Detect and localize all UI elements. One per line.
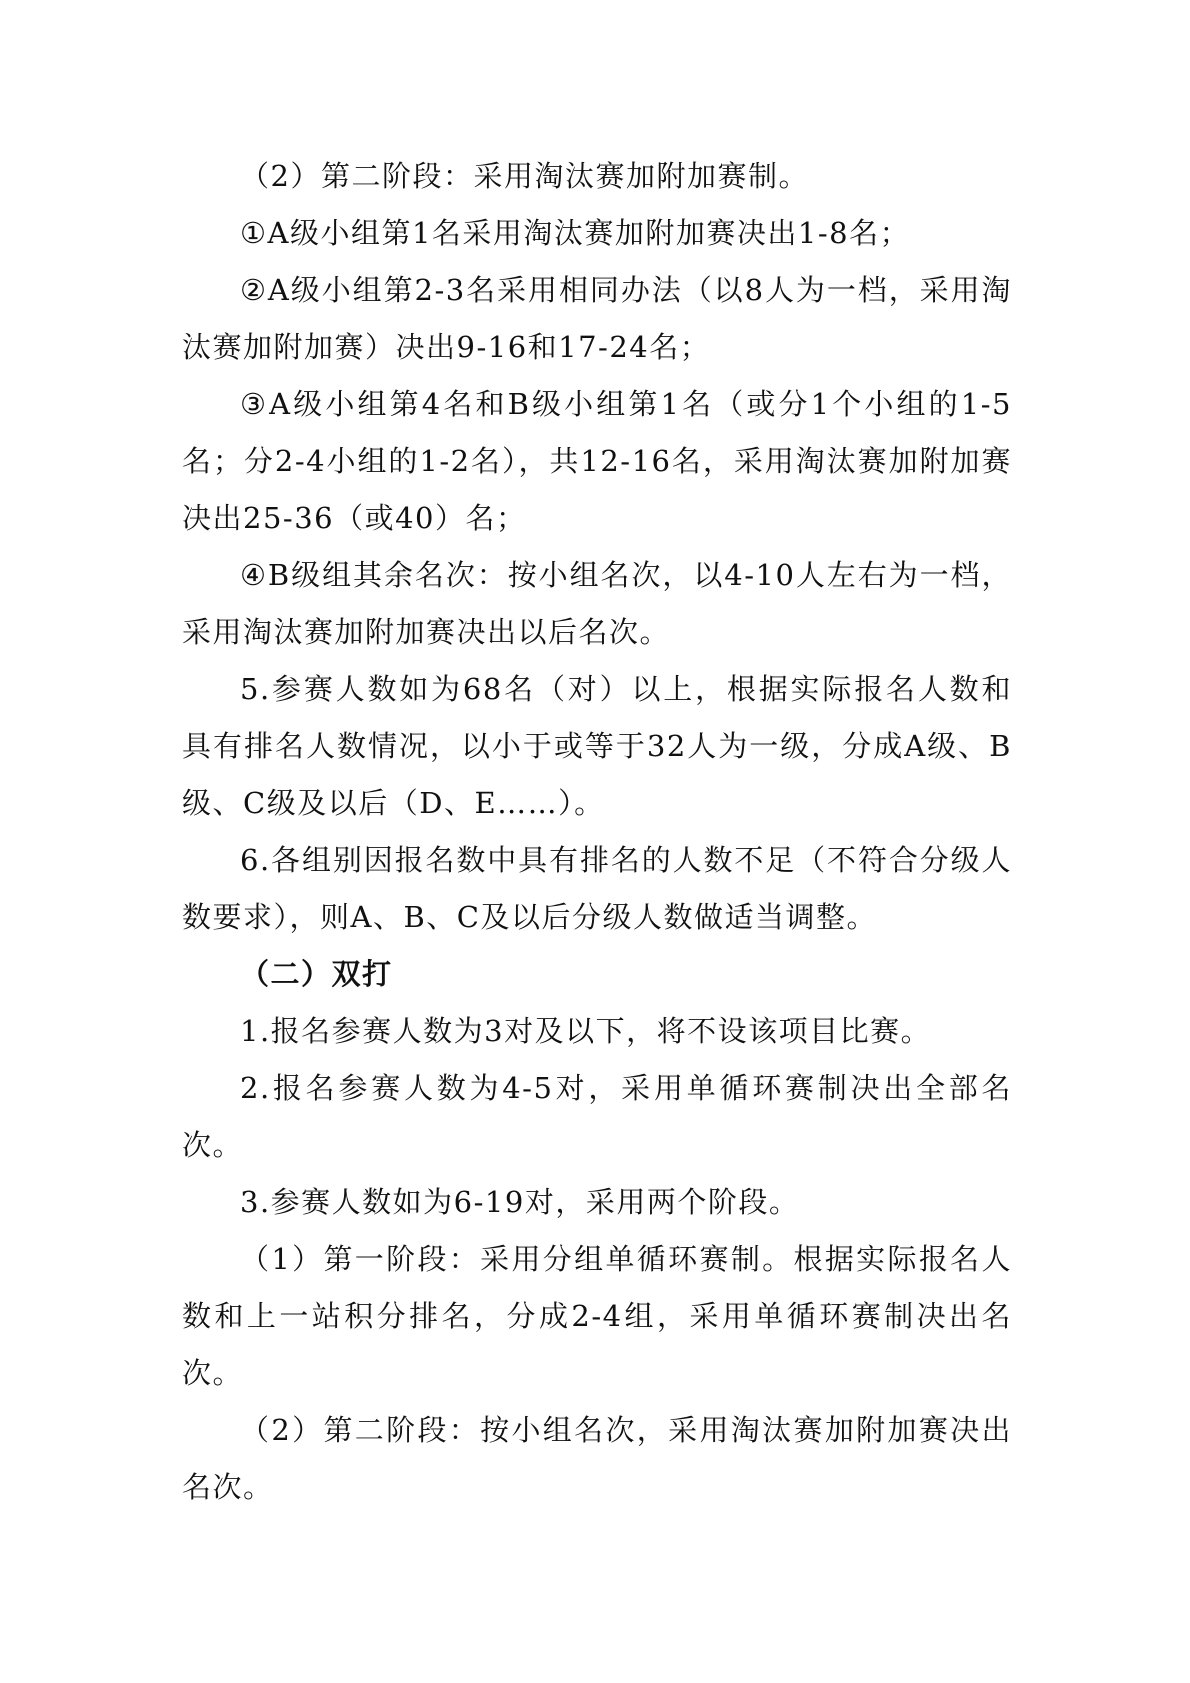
paragraph-rule-5: 5.参赛人数如为68名（对）以上，根据实际报名人数和具有排名人数情况，以小于或等于32人为一级，分成A级、B级、C级及以后（D、E……）。 [182,672,1012,820]
paragraph-stage-two: （2）第二阶段：采用淘汰赛加附加赛制。 [240,159,809,193]
paragraph-item-1: ①A级小组第1名采用淘汰赛加附加赛决出1-8名； [240,216,911,250]
paragraph-item-2: ②A级小组第2-3名采用相同办法（以8人为一档，采用淘汰赛加附加赛）决出9-16和17-24名； [182,273,1012,364]
paragraph-item-3: ③A级小组第4名和B级小组第1名（或分1个小组的1-5名；分2-4小组的1-2名），共12-16名，采用淘汰赛加附加赛决出25-36（或40）名； [182,387,1012,535]
paragraph-doubles-2: 2.报名参赛人数为4-5对，采用单循环赛制决出全部名次。 [182,1071,1012,1162]
paragraph-doubles-3: 3.参赛人数如为6-19对，采用两个阶段。 [240,1185,800,1219]
section-heading-doubles: （二）双打 [240,957,393,991]
paragraph-rule-6: 6.各组别因报名数中具有排名的人数不足（不符合分级人数要求），则A、B、C及以后分级人数做适当调整。 [182,843,1012,934]
paragraph-doubles-1: 1.报名参赛人数为3对及以下，将不设该项目比赛。 [240,1014,932,1048]
document-body [182,148,1012,1516]
paragraph-item-4: ④B级组其余名次：按小组名次，以4-10人左右为一档，采用淘汰赛加附加赛决出以后名次。 [182,558,1012,649]
paragraph-doubles-stage-one: （1）第一阶段：采用分组单循环赛制。根据实际报名人数和上一站积分排名，分成2-4组，采用单循环赛制决出名次。 [182,1242,1012,1390]
paragraph-doubles-stage-two: （2）第二阶段：按小组名次，采用淘汰赛加附加赛决出名次。 [182,1413,1012,1504]
